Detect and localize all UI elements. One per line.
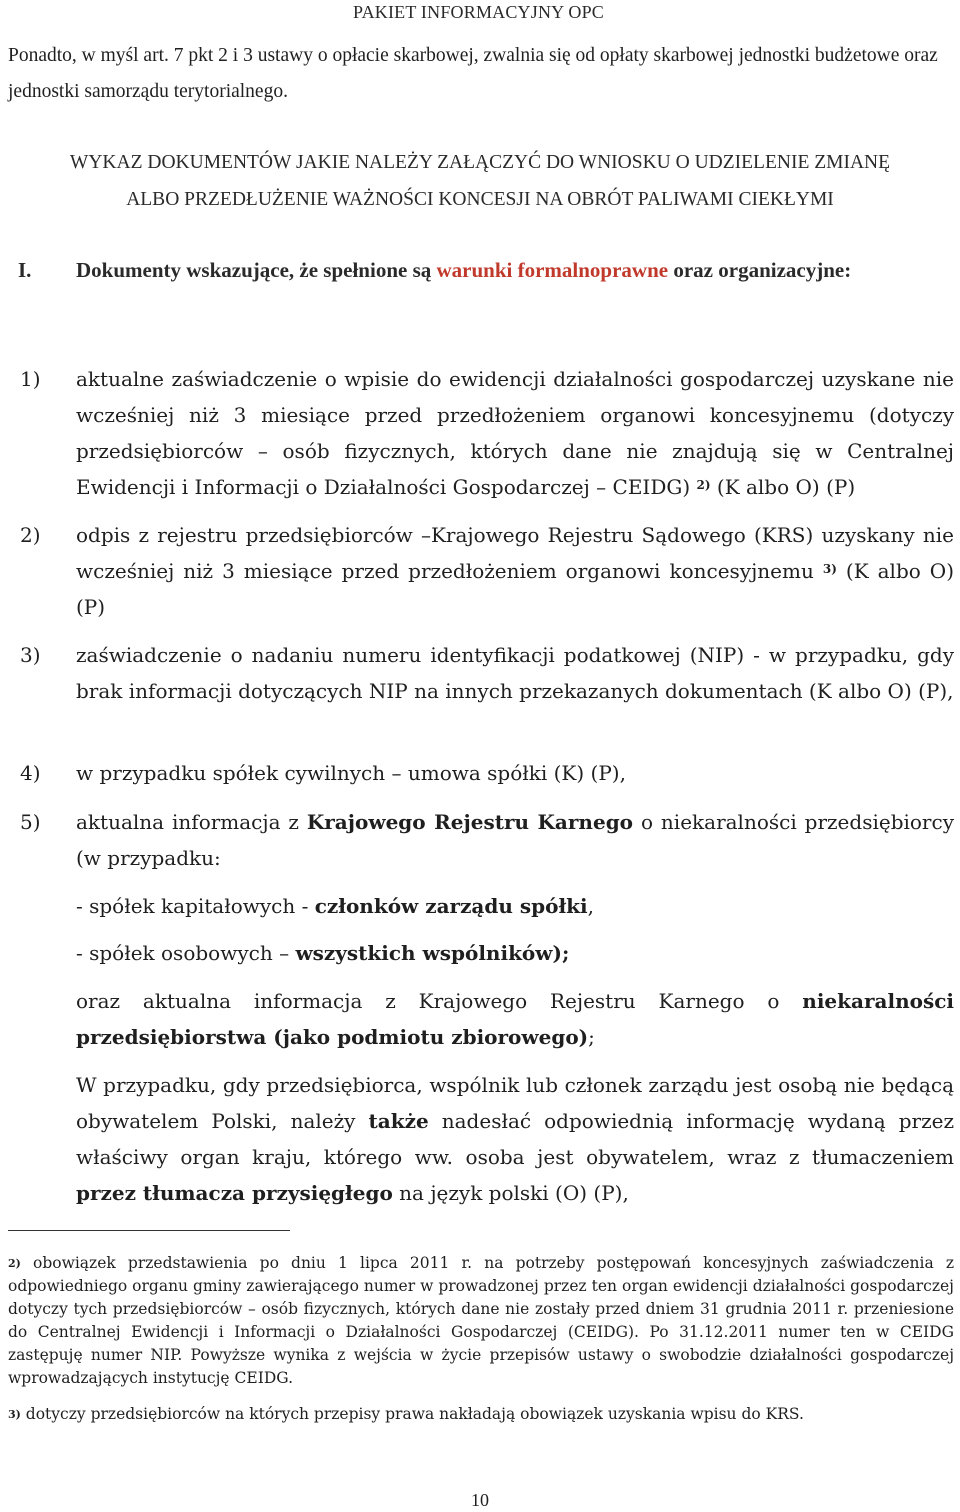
list-item-text: zaświadczenie o nadaniu numeru identyfikacji podatkowej (NIP) - w przypadku, gdy brak informacji dotyczących NIP na innych przekazanych dokumentach (K albo O) (P), — [76, 643, 954, 703]
footnote-text: dotyczy przedsiębiorców na których przepisy prawa nakładają obowiązek uzyskania wpisu do KRS. — [25, 1405, 804, 1423]
sub-paragraph-bold: niekaralności przedsiębiorstwa (jako podmiotu zbiorowego) — [76, 989, 954, 1049]
sub-paragraph-bold: także — [368, 1109, 429, 1133]
footnote-3 — [8, 1403, 954, 1426]
list-item-tail: (K albo O) (P) — [710, 475, 856, 499]
section-highlight: warunki formalnoprawne — [436, 258, 669, 282]
list-item-text — [76, 361, 954, 505]
list-item-text: w przypadku spółek cywilnych – umowa spółki (K) (P), — [76, 761, 626, 785]
list-item-number: 3) — [20, 643, 41, 667]
title-line-2: ALBO PRZEDŁUŻENIE WAŻNOŚCI KONCESJI NA OBRÓT PALIWAMI CIEKŁYMI — [126, 189, 834, 210]
list-item-bold: Krajowego Rejestru Karnego — [306, 810, 634, 834]
footnote-2 — [8, 1252, 954, 1390]
sub-item-capital-companies — [76, 888, 954, 924]
section-text-after: oraz organizacyjne: — [668, 258, 852, 282]
list-item-body: aktualne zaświadczenie o wpisie do ewidencji działalności gospodarczej uzyskane nie wcześniej niż 3 miesiące przed przedłożeniem organowi koncesyjnemu (dotyczy przedsiębiorców – osób fizycznych, których dane nie znajdują się w Centralnej Ewidencji i Informacji o Działalności Gospodarczej – CEIDG) — [76, 367, 954, 499]
list-item-number: 1) — [20, 367, 41, 391]
footnote-text: obowiązek przedstawienia po dniu 1 lipca 2011 r. na potrzeby postępowań koncesyjnych zaświadczenia z odpowiedniego organu gminy zawierającego numer w prowadzonej przez ten organ ewidencji działalności gospodarczej dotyczy tych przedsiębiorców – osób fizycznych, których dane nie zostały przed dniem 31 grudnia 2011 r. przeniesione do Centralnej Ewidencji i Informacji o Działalności Gospodarczej (CEIDG). Po 31.12.2011 numer ten w CEIDG zastępuję numer NIP. Powyższe wynika z wejścia w życie przepisów ustawy o swobodzie działalności gospodarczej wprowadzających instytucję CEIDG. — [8, 1254, 954, 1387]
sub-paragraph-tail: ; — [588, 1025, 595, 1049]
footnote-mark: 2) — [8, 1257, 21, 1270]
sub-item-partnerships — [76, 935, 954, 971]
sub-paragraph-text: W przypadku, gdy przedsiębiorca, wspólnik lub członek zarządu jest osobą nie będącą obywatelem Polski, należy — [76, 1073, 954, 1133]
footnote-mark: 3) — [8, 1408, 21, 1421]
running-header: PAKIET INFORMACYJNY OPC — [353, 2, 604, 22]
sub-item-bold: wszystkich wspólników); — [295, 941, 570, 965]
page-number: 10 — [471, 1490, 489, 1510]
sub-paragraph-company-record — [76, 983, 954, 1055]
footnote-ref: 2) — [696, 478, 711, 492]
sub-paragraph-text: oraz aktualna informacja z Krajowego Rejestru Karnego o — [76, 989, 803, 1013]
title-line-1: WYKAZ DOKUMENTÓW JAKIE NALEŻY ZAŁĄCZYĆ DO WNIOSKU O UDZIELENIE ZMIANĘ — [69, 152, 891, 173]
list-item-body: aktualna informacja z — [76, 810, 307, 834]
sub-paragraph-bold: przez tłumacza przysięgłego — [76, 1181, 393, 1205]
section-number: I. — [18, 258, 32, 282]
sub-item-text: - spółek osobowych – — [76, 941, 296, 965]
section-title — [76, 252, 952, 288]
list-item-tail: o niekaralności przedsiębiorcy (w przypadku: — [76, 810, 954, 870]
document-title — [8, 144, 952, 218]
footnote-separator — [8, 1230, 290, 1231]
list-item-tail: (K albo O) (P) — [76, 559, 954, 619]
intro-paragraph: Ponadto, w myśl art. 7 pkt 2 i 3 ustawy o opłacie skarbowej, zwalnia się od opłaty skarbowej jednostki budżetowe oraz jednostki samorządu terytorialnego. — [8, 45, 938, 102]
list-item-text — [76, 804, 954, 876]
footnote-ref: 3) — [822, 562, 837, 576]
sub-paragraph-tail: na język polski (O) (P), — [392, 1181, 629, 1205]
sub-paragraph-text: nadesłać odpowiednią informację wydaną przez właściwy organ kraju, którego ww. osoba jest obywatelem, wraz z tłumaczeniem — [76, 1109, 954, 1169]
sub-paragraph-foreigners — [76, 1067, 954, 1211]
sub-item-text: - spółek kapitałowych - — [76, 894, 315, 918]
list-item-number: 2) — [20, 523, 41, 547]
list-item-body: odpis z rejestru przedsiębiorców –Krajowego Rejestru Sądowego (KRS) uzyskany nie wcześniej niż 3 miesiące przed przedłożeniem organowi koncesyjnemu — [76, 523, 954, 583]
list-item-number: 4) — [20, 761, 41, 785]
list-item-number: 5) — [20, 810, 41, 834]
list-item-text — [76, 517, 954, 625]
sub-item-bold: członków zarządu spółki — [314, 894, 588, 918]
section-text-before: Dokumenty wskazujące, że spełnione są — [76, 258, 437, 282]
sub-item-tail: , — [587, 894, 594, 918]
